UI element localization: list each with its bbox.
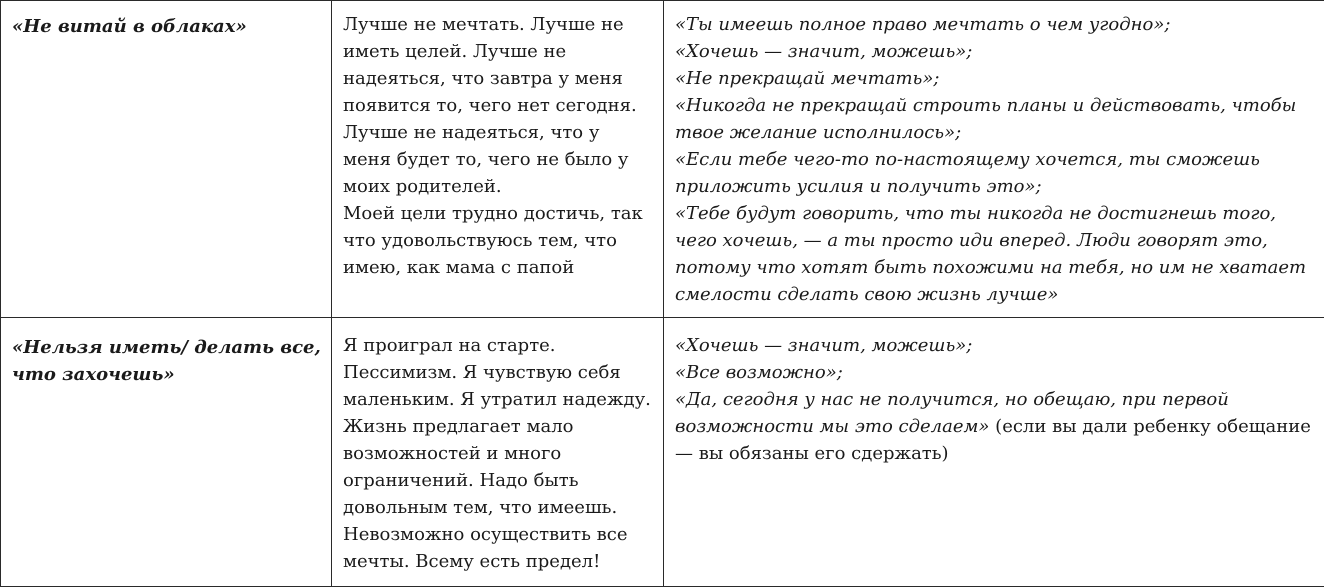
alternative-phrase: «Хочешь — значит, можешь»; (675, 38, 1314, 65)
alternative-phrase: «Если тебе чего-то по-настоящему хочется, ты сможешь приложить усилия и получить это»; (675, 146, 1314, 200)
alternative-phrase: «Никогда не прекращай строить планы и действовать, чтобы твое желание исполнилось»; (675, 92, 1314, 146)
table-row (1, 1, 1324, 318)
alternative-phrase: «Хочешь — значит, можешь»; (675, 332, 1314, 359)
meaning-paragraph: Я проиграл на старте. Пессимизм. Я чувствую себя маленьким. Я утратил надежду. Жизнь предлагает мало возможностей и много ограничений. Надо быть довольным тем, что имеешь. Невозможно осуществить все мечты. Всему есть предел! (343, 332, 653, 575)
phrase-text: «Нельзя иметь/ делать все, что захочешь» (12, 332, 321, 388)
phrase-cell (1, 318, 332, 587)
alternative-phrase: «Ты имеешь полное право мечтать о чем угодно»; (675, 11, 1314, 38)
alternative-phrase: «Все возможно»; (675, 359, 1314, 386)
alternative-phrase: «Тебе будут говорить, что ты никогда не достигнешь того, чего хочешь, — а ты просто иди вперед. Люди говорят это, потому что хотят быть похожими на тебя, но им не хватает смелости сделать свою жизнь лучше» (675, 200, 1314, 308)
alternatives-cell (664, 1, 1324, 318)
phrase-text: «Не витай в облаках» (12, 11, 321, 40)
alternatives-cell (664, 318, 1324, 587)
alternative-phrase: «Не прекращай мечтать»; (675, 65, 1314, 92)
meaning-cell (332, 318, 664, 587)
meaning-paragraph: Лучше не мечтать. Лучше не иметь целей. Лучше не надеяться, что завтра у меня появится то, чего нет сегодня. Лучше не надеяться, что у меня будет то, чего не было у моих родителей. (343, 11, 653, 200)
phrase-cell (1, 1, 332, 318)
alternative-note: (если вы дали ребенку обещание — вы обязаны его сдержать) (675, 416, 1311, 464)
table-row (1, 318, 1324, 587)
alternative-with-note (675, 386, 1314, 467)
meaning-cell (332, 1, 664, 318)
alternative-phrase: «Да, сегодня у нас не получится, но обещаю, при первой возможности мы это сделаем» (675, 389, 1229, 437)
meaning-paragraph: Моей цели трудно достичь, так что удовольствуюсь тем, что имею, как мама с папой (343, 200, 653, 281)
